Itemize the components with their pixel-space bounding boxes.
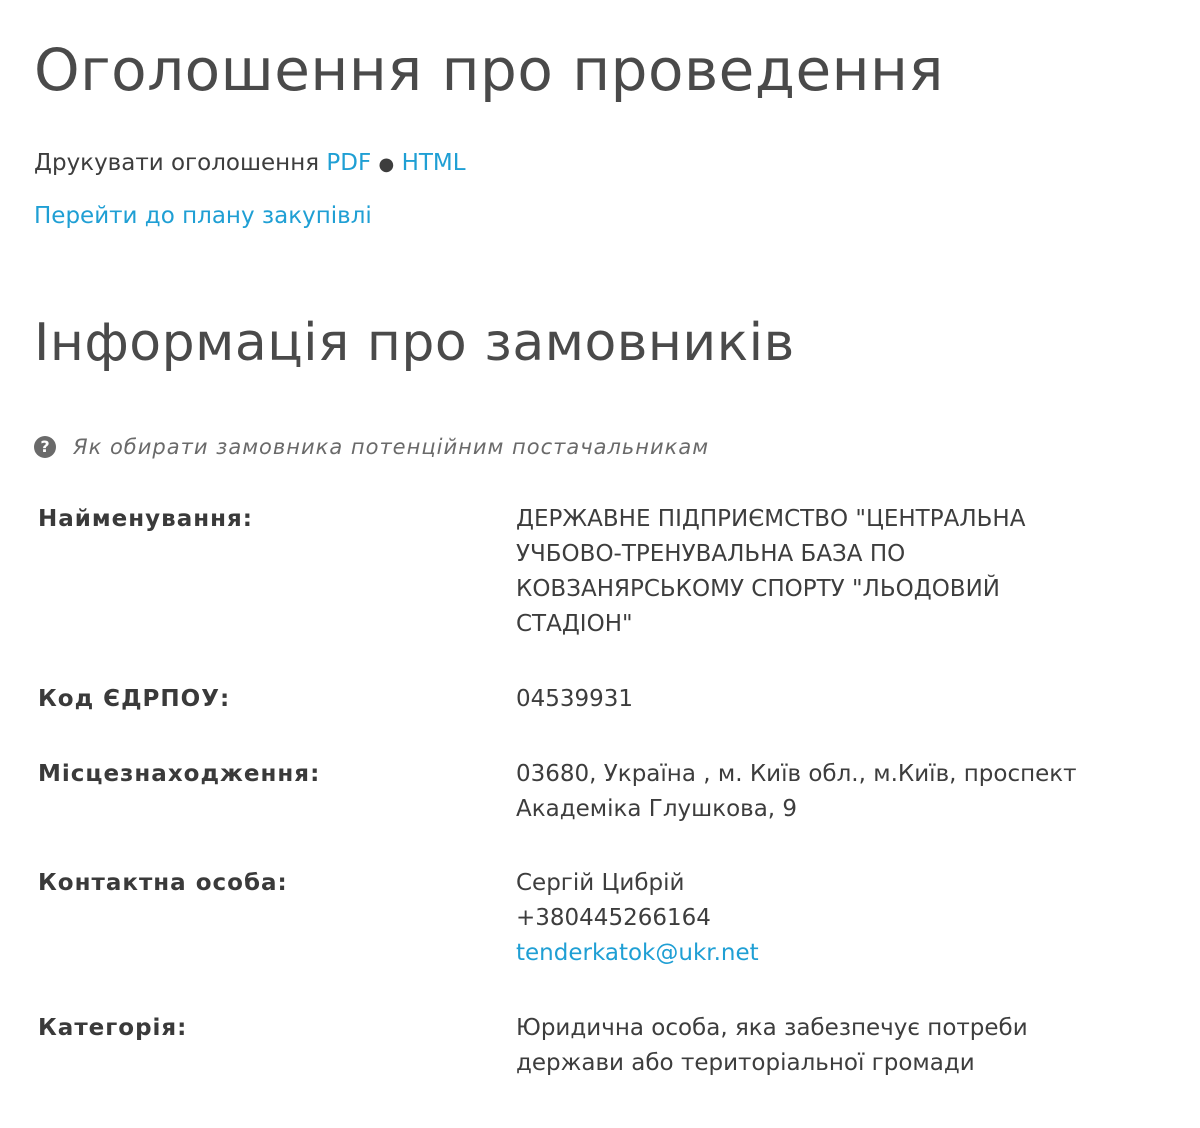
contact-phone: +380445266164 [516,905,711,931]
customer-name-line: УЧБОВО-ТРЕНУВАЛЬНА БАЗА ПО [516,541,906,567]
customer-selection-help-text: Як обирати замовника потенційним постачальникам [73,435,710,459]
procurement-plan-line [34,201,372,231]
customers-section-title: Інформація про замовників [34,313,795,373]
contact-email-link[interactable]: tenderkatok@ukr.net [516,940,759,966]
print-html-link[interactable]: HTML [401,150,466,176]
customer-name-line: ДЕРЖАВНЕ ПІДПРИЄМСТВО "ЦЕНТРАЛЬНА [516,506,1026,532]
print-pdf-link[interactable]: PDF [326,150,372,176]
procurement-plan-link[interactable]: Перейти до плану закупівлі [34,203,372,229]
customer-name-value [516,502,1136,642]
customer-name-label: Найменування: [38,506,253,532]
location-label: Місцезнаходження: [38,761,321,787]
contact-person-value [516,866,1136,971]
edrpou-label: Код ЄДРПОУ: [38,686,231,712]
print-announcement-line [34,148,466,180]
print-label: Друкувати оголошення [34,150,320,176]
edrpou-code: 04539931 [516,686,634,712]
question-circle-icon: ? [34,436,56,458]
customer-selection-help[interactable] [34,433,709,461]
contact-name: Сергій Цибрій [516,870,685,896]
category-value [516,1011,1136,1081]
contact-person-label: Контактна особа: [38,870,288,896]
category-label: Категорія: [38,1015,188,1041]
customer-name-line: КОВЗАНЯРСЬКОМУ СПОРТУ "ЛЬОДОВИЙ [516,576,1000,602]
bullet-separator: ● [378,154,395,175]
edrpou-value [516,682,1136,717]
page-title: Оголошення про проведення [34,36,944,104]
location-value [516,757,1136,827]
category-line: Юридична особа, яка забезпечує потреби [516,1015,1028,1041]
location-line: Академіка Глушкова, 9 [516,796,798,822]
customer-name-line: СТАДІОН" [516,611,633,637]
location-line: 03680, Україна , м. Київ обл., м.Київ, проспект [516,761,1077,787]
category-line: держави або територіальної громади [516,1050,975,1076]
